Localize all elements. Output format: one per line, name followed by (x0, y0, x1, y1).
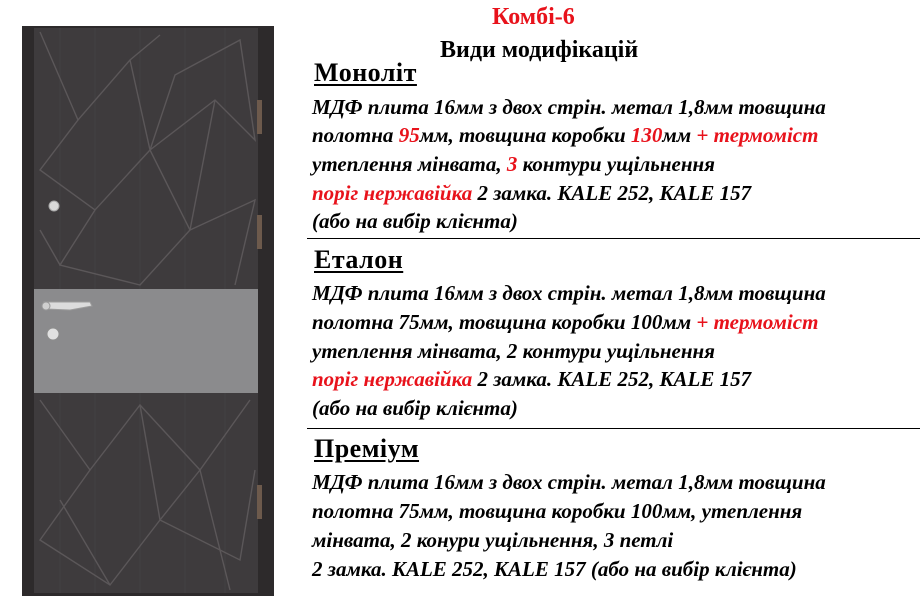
section-line (312, 208, 518, 234)
section-title-etalon: Еталон (314, 245, 404, 274)
door-image (0, 0, 282, 599)
section-line (312, 556, 797, 582)
body-text: 2 замка. KALE 252, KALE 157 (472, 181, 752, 205)
body-text: утеплення мінвата, 2 контури ущільнення (312, 339, 715, 363)
section-line (312, 498, 802, 524)
hinge-top (257, 100, 262, 134)
body-text: мм, товщина коробки (419, 123, 631, 147)
section-line (312, 338, 715, 364)
body-text: (або на вибір клієнта) (312, 209, 518, 233)
highlight-text: поріг нержавійка (312, 367, 473, 391)
highlight-text: поріг нержавійка (312, 181, 473, 205)
body-text: МДФ плита 16мм з двох стрін. метал 1,8мм товщина (312, 95, 826, 119)
highlight-text: 3 (506, 152, 518, 176)
divider (307, 428, 920, 429)
body-text: полотна 75мм, товщина коробки 100мм (312, 310, 697, 334)
body-text: полотна (312, 123, 399, 147)
section-line (312, 309, 818, 335)
section-title-premium: Преміум (314, 434, 420, 463)
body-text: МДФ плита 16мм з двох стрін. метал 1,8мм товщина (312, 281, 826, 305)
hinge-mid (257, 215, 262, 249)
hinge-bottom (257, 485, 262, 519)
highlight-text: 130 (630, 123, 663, 147)
door-lock (47, 328, 59, 340)
divider (307, 238, 920, 239)
highlight-text: 95 (398, 123, 420, 147)
section-line (312, 527, 673, 553)
body-text: утеплення мінвата, (312, 152, 507, 176)
highlight-text: + термоміст (696, 123, 819, 147)
section-line (312, 469, 826, 495)
page-subtitle: Види модифікацій (440, 37, 639, 63)
body-text: полотна 75мм, товщина коробки 100мм, утеплення (312, 499, 803, 523)
section-line (312, 180, 751, 206)
product-title: Комбі-6 (492, 4, 575, 30)
door-viewer (49, 201, 59, 211)
section-line (312, 395, 518, 421)
body-text: 2 замка. KALE 252, KALE 157 (472, 367, 752, 391)
body-text: мм (662, 123, 697, 147)
section-line (312, 151, 715, 177)
section-title-monolit: Моноліт (314, 58, 417, 87)
body-text: мінвата, 2 конури ущільнення, 3 петлі (312, 528, 674, 552)
highlight-text: + термоміст (696, 310, 819, 334)
section-line (312, 366, 751, 392)
body-text: 2 замка. KALE 252, KALE 157 (або на вибір клієнта) (312, 557, 797, 581)
section-line (312, 280, 826, 306)
body-text: контури ущільнення (517, 152, 716, 176)
body-text: МДФ плита 16мм з двох стрін. метал 1,8мм товщина (312, 470, 826, 494)
section-line (312, 94, 826, 120)
body-text: (або на вибір клієнта) (312, 396, 518, 420)
section-line (312, 122, 818, 148)
